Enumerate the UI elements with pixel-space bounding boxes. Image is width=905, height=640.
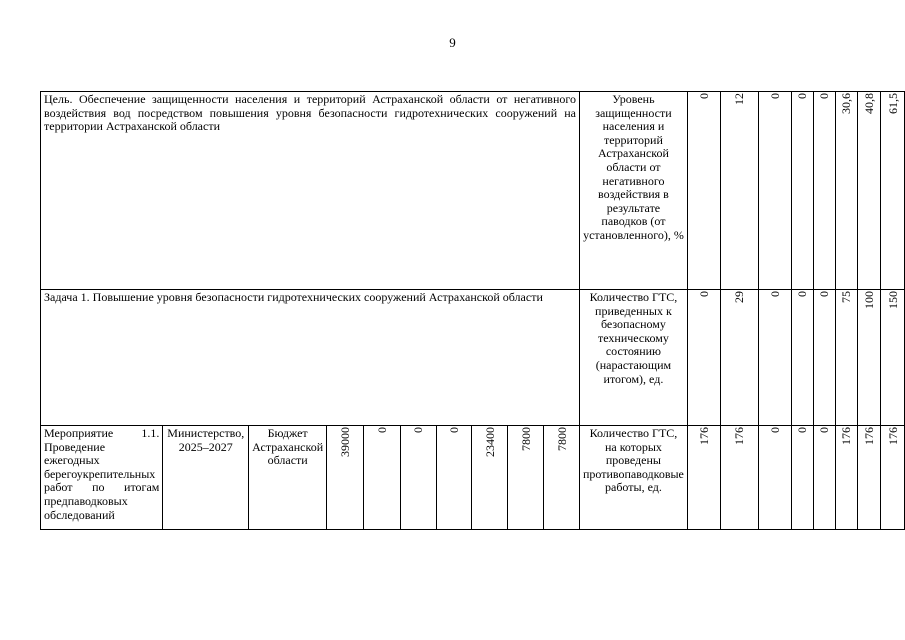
task-value: 0	[758, 290, 791, 426]
measure-title: Мероприятие 1.1. Проведение ежегодных берегоукрепительных работ по итогам предпаводковых обследований	[41, 426, 163, 530]
finance-value: 39000	[327, 426, 364, 530]
finance-value: 0	[436, 426, 472, 530]
goal-row	[41, 92, 905, 290]
measure-indicator: Количество ГТС, на которых проведены противопаводковые работы, ед.	[580, 426, 688, 530]
measure-value: 0	[792, 426, 814, 530]
task-value: 29	[721, 290, 759, 426]
finance-value: 7800	[544, 426, 580, 530]
goal-value: 0	[758, 92, 791, 290]
task-value: 0	[687, 290, 720, 426]
finance-value: 7800	[508, 426, 544, 530]
task-value: 75	[835, 290, 857, 426]
goal-value: 30,6	[835, 92, 857, 290]
measure-value: 176	[857, 426, 881, 530]
goal-value: 0	[813, 92, 835, 290]
measure-row	[41, 426, 905, 530]
goal-value: 61,5	[881, 92, 905, 290]
task-value: 150	[881, 290, 905, 426]
task-value: 0	[813, 290, 835, 426]
page-number: 9	[449, 35, 456, 50]
program-table	[40, 91, 905, 530]
measure-value: 0	[813, 426, 835, 530]
goal-indicator: Уровень защищенности населения и территорий Астраханской области от негативного воздействия в результате паводков (от установленного), %	[580, 92, 688, 290]
measure-source: Бюджет Астраханской области	[249, 426, 327, 530]
measure-value: 176	[687, 426, 720, 530]
finance-value: 23400	[472, 426, 508, 530]
task-text: Задача 1. Повышение уровня безопасности гидротехнических сооружений Астраханской области	[41, 290, 580, 426]
finance-value: 0	[400, 426, 436, 530]
goal-value: 0	[687, 92, 720, 290]
goal-text: Цель. Обеспечение защищенности населения и территорий Астраханской области от негативного воздействия вод посредством повышения уровня безопасности гидротехнических сооружений на территории Астраханской области	[41, 92, 580, 290]
measure-value: 176	[835, 426, 857, 530]
task-row	[41, 290, 905, 426]
measure-value: 176	[881, 426, 905, 530]
goal-value: 12	[721, 92, 759, 290]
task-value: 0	[792, 290, 814, 426]
task-value: 100	[857, 290, 881, 426]
measure-value: 176	[721, 426, 759, 530]
goal-value: 40,8	[857, 92, 881, 290]
measure-executor: Министерство, 2025–2027	[163, 426, 249, 530]
measure-value: 0	[758, 426, 791, 530]
finance-value: 0	[363, 426, 400, 530]
task-indicator: Количество ГТС, приведенных к безопасному техническому состоянию (нарастающим итогом), ед.	[580, 290, 688, 426]
goal-value: 0	[792, 92, 814, 290]
